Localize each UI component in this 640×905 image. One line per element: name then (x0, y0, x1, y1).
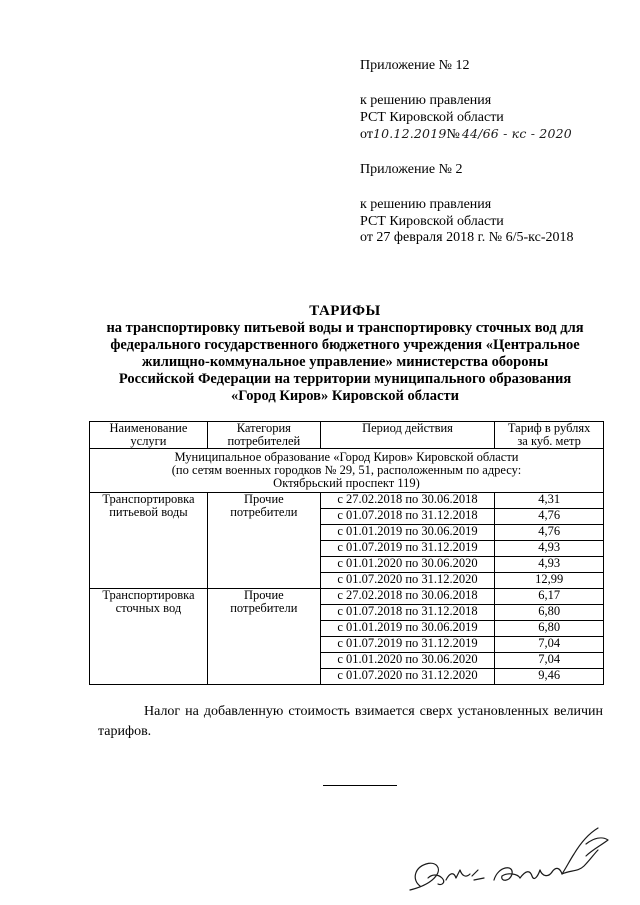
title-line5: Российской Федерации на территории муниципального образования (118, 371, 572, 387)
header-category: Категория потребителей (207, 422, 320, 449)
period-cell: с 01.07.2020 по 31.12.2020 (320, 573, 495, 589)
period-cell: с 01.01.2020 по 30.06.2020 (320, 653, 495, 669)
decision-1-number-handwritten: 44/66 - кс - 2020 (461, 126, 572, 141)
tariff-table (89, 421, 604, 685)
table-row (90, 493, 604, 509)
tariff-cell: 4,31 (495, 493, 604, 509)
title-line6: «Город Киров» Кировской области (231, 388, 459, 404)
period-cell: с 27.02.2018 по 30.06.2018 (320, 589, 495, 605)
tariff-cell: 4,93 (495, 557, 604, 573)
decision-1-block (360, 93, 572, 144)
header-tariff: Тариф в рублях за куб. метр (495, 422, 604, 449)
period-cell: с 01.07.2020 по 31.12.2020 (320, 669, 495, 685)
tariff-cell: 7,04 (495, 637, 604, 653)
decision-2-block (360, 197, 574, 247)
decision-1-line1: к решению правления (360, 93, 492, 108)
municipal-cell: Муниципальное образование «Город Киров» Кировской области (по сетям военных городков № 29, 51, расположенным по адресу: Октябрьский проспект 119) (90, 449, 604, 493)
title-line4: жилищно-коммунальное управление» министерства обороны (141, 354, 549, 370)
appendix-2-label: Приложение № 2 (360, 162, 463, 177)
decision-1-line2: РСТ Кировской области (360, 109, 504, 125)
period-cell: с 01.07.2019 по 31.12.2019 (320, 637, 495, 653)
tariff-cell: 7,04 (495, 653, 604, 669)
table-header-row (90, 422, 604, 449)
title-line1: ТАРИФЫ (309, 303, 381, 319)
tariff-cell: 6,80 (495, 605, 604, 621)
sewage-category-cell: Прочие потребители (207, 589, 320, 685)
decision-1-no: № (446, 127, 460, 142)
vat-note: Налог на добавленную стоимость взимается сверх установленных величин тарифов. (98, 704, 603, 739)
appendix-12-label: Приложение № 12 (360, 58, 470, 73)
tariff-cell: 4,76 (495, 525, 604, 541)
decision-2-line2: РСТ Кировской области (360, 213, 504, 229)
decision-2-line1: к решению правления (360, 197, 492, 212)
period-cell: с 01.01.2019 по 30.06.2019 (320, 525, 495, 541)
divider-line (323, 785, 397, 786)
signature-image (402, 820, 617, 898)
header-service: Наименование услуги (90, 422, 208, 449)
tariff-cell: 12,99 (495, 573, 604, 589)
tariff-cell: 4,93 (495, 541, 604, 557)
decision-1-line3 (360, 126, 572, 144)
header-period: Период действия (320, 422, 495, 449)
period-cell: с 27.02.2018 по 30.06.2018 (320, 493, 495, 509)
tariff-cell: 6,80 (495, 621, 604, 637)
decision-1-from: от (360, 127, 373, 142)
water-service-cell: Транспортировка питьевой воды (90, 493, 208, 589)
period-cell: с 01.07.2018 по 31.12.2018 (320, 509, 495, 525)
municipal-row (90, 449, 604, 493)
water-category-cell: Прочие потребители (207, 493, 320, 589)
tariff-cell: 6,17 (495, 589, 604, 605)
table-row (90, 589, 604, 605)
decision-1-date-handwritten: 10.12.2019 (372, 126, 447, 141)
period-cell: с 01.01.2019 по 30.06.2019 (320, 621, 495, 637)
tariff-cell: 4,76 (495, 509, 604, 525)
sewage-service-cell: Транспортировка сточных вод (90, 589, 208, 685)
period-cell: с 01.07.2018 по 31.12.2018 (320, 605, 495, 621)
title-line2: на транспортировку питьевой воды и транспортировку сточных вод для (106, 320, 584, 336)
decision-2-line3: от 27 февраля 2018 г. № 6/5-кс-2018 (360, 230, 574, 245)
period-cell: с 01.01.2020 по 30.06.2020 (320, 557, 495, 573)
period-cell: с 01.07.2019 по 31.12.2019 (320, 541, 495, 557)
title-line3: федерального государственного бюджетного учреждения «Центральное (110, 337, 580, 353)
tariff-cell: 9,46 (495, 669, 604, 685)
document-title (85, 303, 605, 405)
